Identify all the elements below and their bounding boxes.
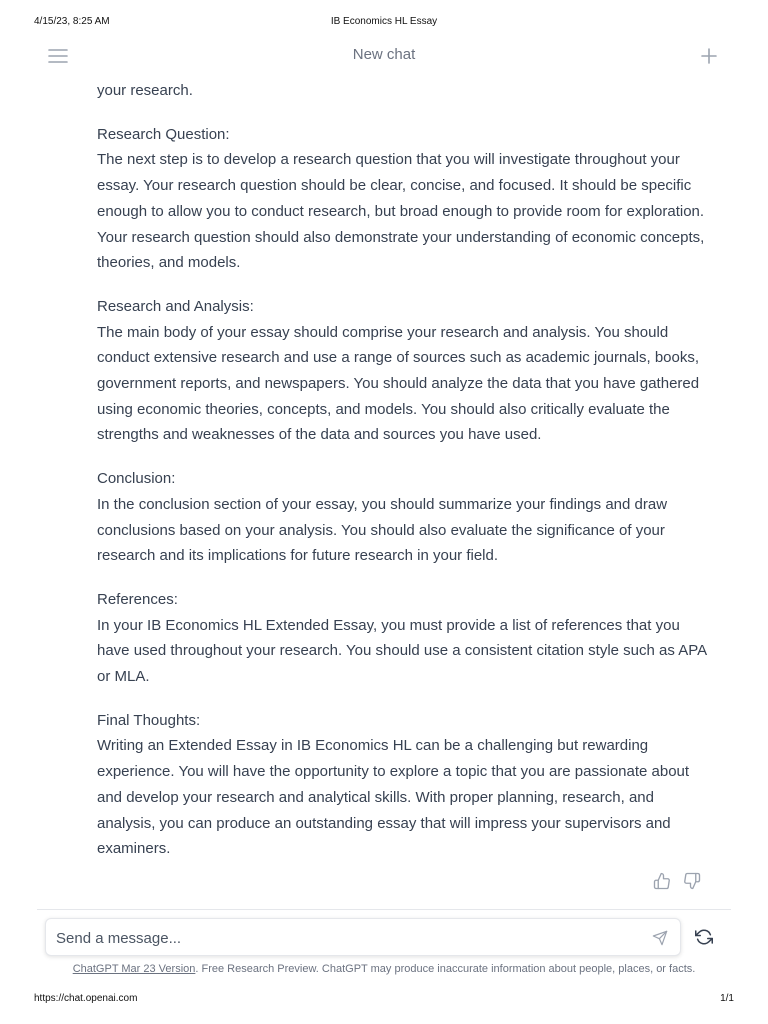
section-heading: Research and Analysis: bbox=[97, 297, 254, 315]
section-heading: References: bbox=[97, 590, 178, 608]
chat-title: New chat bbox=[352, 46, 416, 63]
print-footer bbox=[0, 993, 768, 1007]
plus-icon[interactable] bbox=[700, 47, 718, 65]
section-body: The main body of your essay should comprise your research and analysis. You should conduct extensive research and use a range of sources such as academic journals, books, government reports, and newspapers. You should analyze the data that you have gathered using economic theories, concepts, and models. You should also critically evaluate the strengths and weaknesses of the data and sources you have used. bbox=[97, 323, 700, 444]
section-research-question bbox=[97, 122, 709, 276]
print-header bbox=[0, 16, 768, 30]
section-references bbox=[97, 587, 709, 690]
section-body: Writing an Extended Essay in IB Economics HL can be a challenging but rewarding experience. You will have the opportunity to explore a topic that you are passionate about and develop your research and analytical skills. With proper planning, research, and analysis, you can produce an outstanding essay that will impress your supervisors and examiners. bbox=[97, 737, 690, 858]
refresh-icon[interactable] bbox=[695, 928, 713, 946]
print-url: https://chat.openai.com bbox=[34, 993, 138, 1004]
version-link[interactable]: ChatGPT Mar 23 Version bbox=[72, 963, 196, 975]
print-datetime: 4/15/23, 8:25 AM bbox=[34, 16, 110, 27]
section-heading: Conclusion: bbox=[97, 470, 176, 488]
send-icon[interactable] bbox=[652, 930, 668, 946]
section-research-analysis bbox=[97, 294, 709, 448]
section-body: In your IB Economics HL Extended Essay, you must provide a list of references that you have used throughout your research. You should use a consistent citation style such as APA or MLA. bbox=[97, 616, 707, 686]
message-composer bbox=[45, 918, 681, 956]
section-body: The next step is to develop a research question that you will investigate throughout your essay. Your research question should be clear, concise, and focused. It should be specific enough to allow you to conduct research, but broad enough to provide room for exploration. Your research question should also demonstrate your understanding of economic concepts, theories, and models. bbox=[97, 151, 705, 272]
thumbs-up-icon[interactable] bbox=[653, 872, 671, 890]
message-intro bbox=[97, 78, 709, 104]
print-title: IB Economics HL Essay bbox=[330, 16, 438, 27]
thumbs-down-icon[interactable] bbox=[683, 872, 701, 890]
section-heading: Research Question: bbox=[97, 125, 230, 143]
top-bar bbox=[0, 40, 768, 72]
disclaimer-text: . Free Research Preview. ChatGPT may produce inaccurate information about people, places, or facts. bbox=[195, 963, 696, 975]
section-final-thoughts bbox=[97, 708, 709, 862]
message-paragraph: your research. bbox=[97, 82, 193, 99]
print-page-number: 1/1 bbox=[720, 993, 734, 1004]
divider bbox=[37, 909, 731, 910]
section-body: In the conclusion section of your essay, you should summarize your findings and draw conclusions based on your analysis. You should also evaluate the significance of your research and its implications for future research in your field. bbox=[97, 495, 668, 565]
section-conclusion bbox=[97, 466, 709, 569]
feedback-buttons bbox=[653, 872, 703, 892]
assistant-message bbox=[97, 78, 709, 862]
disclaimer bbox=[0, 963, 768, 975]
message-input[interactable] bbox=[54, 924, 638, 952]
section-heading: Final Thoughts: bbox=[97, 711, 201, 729]
